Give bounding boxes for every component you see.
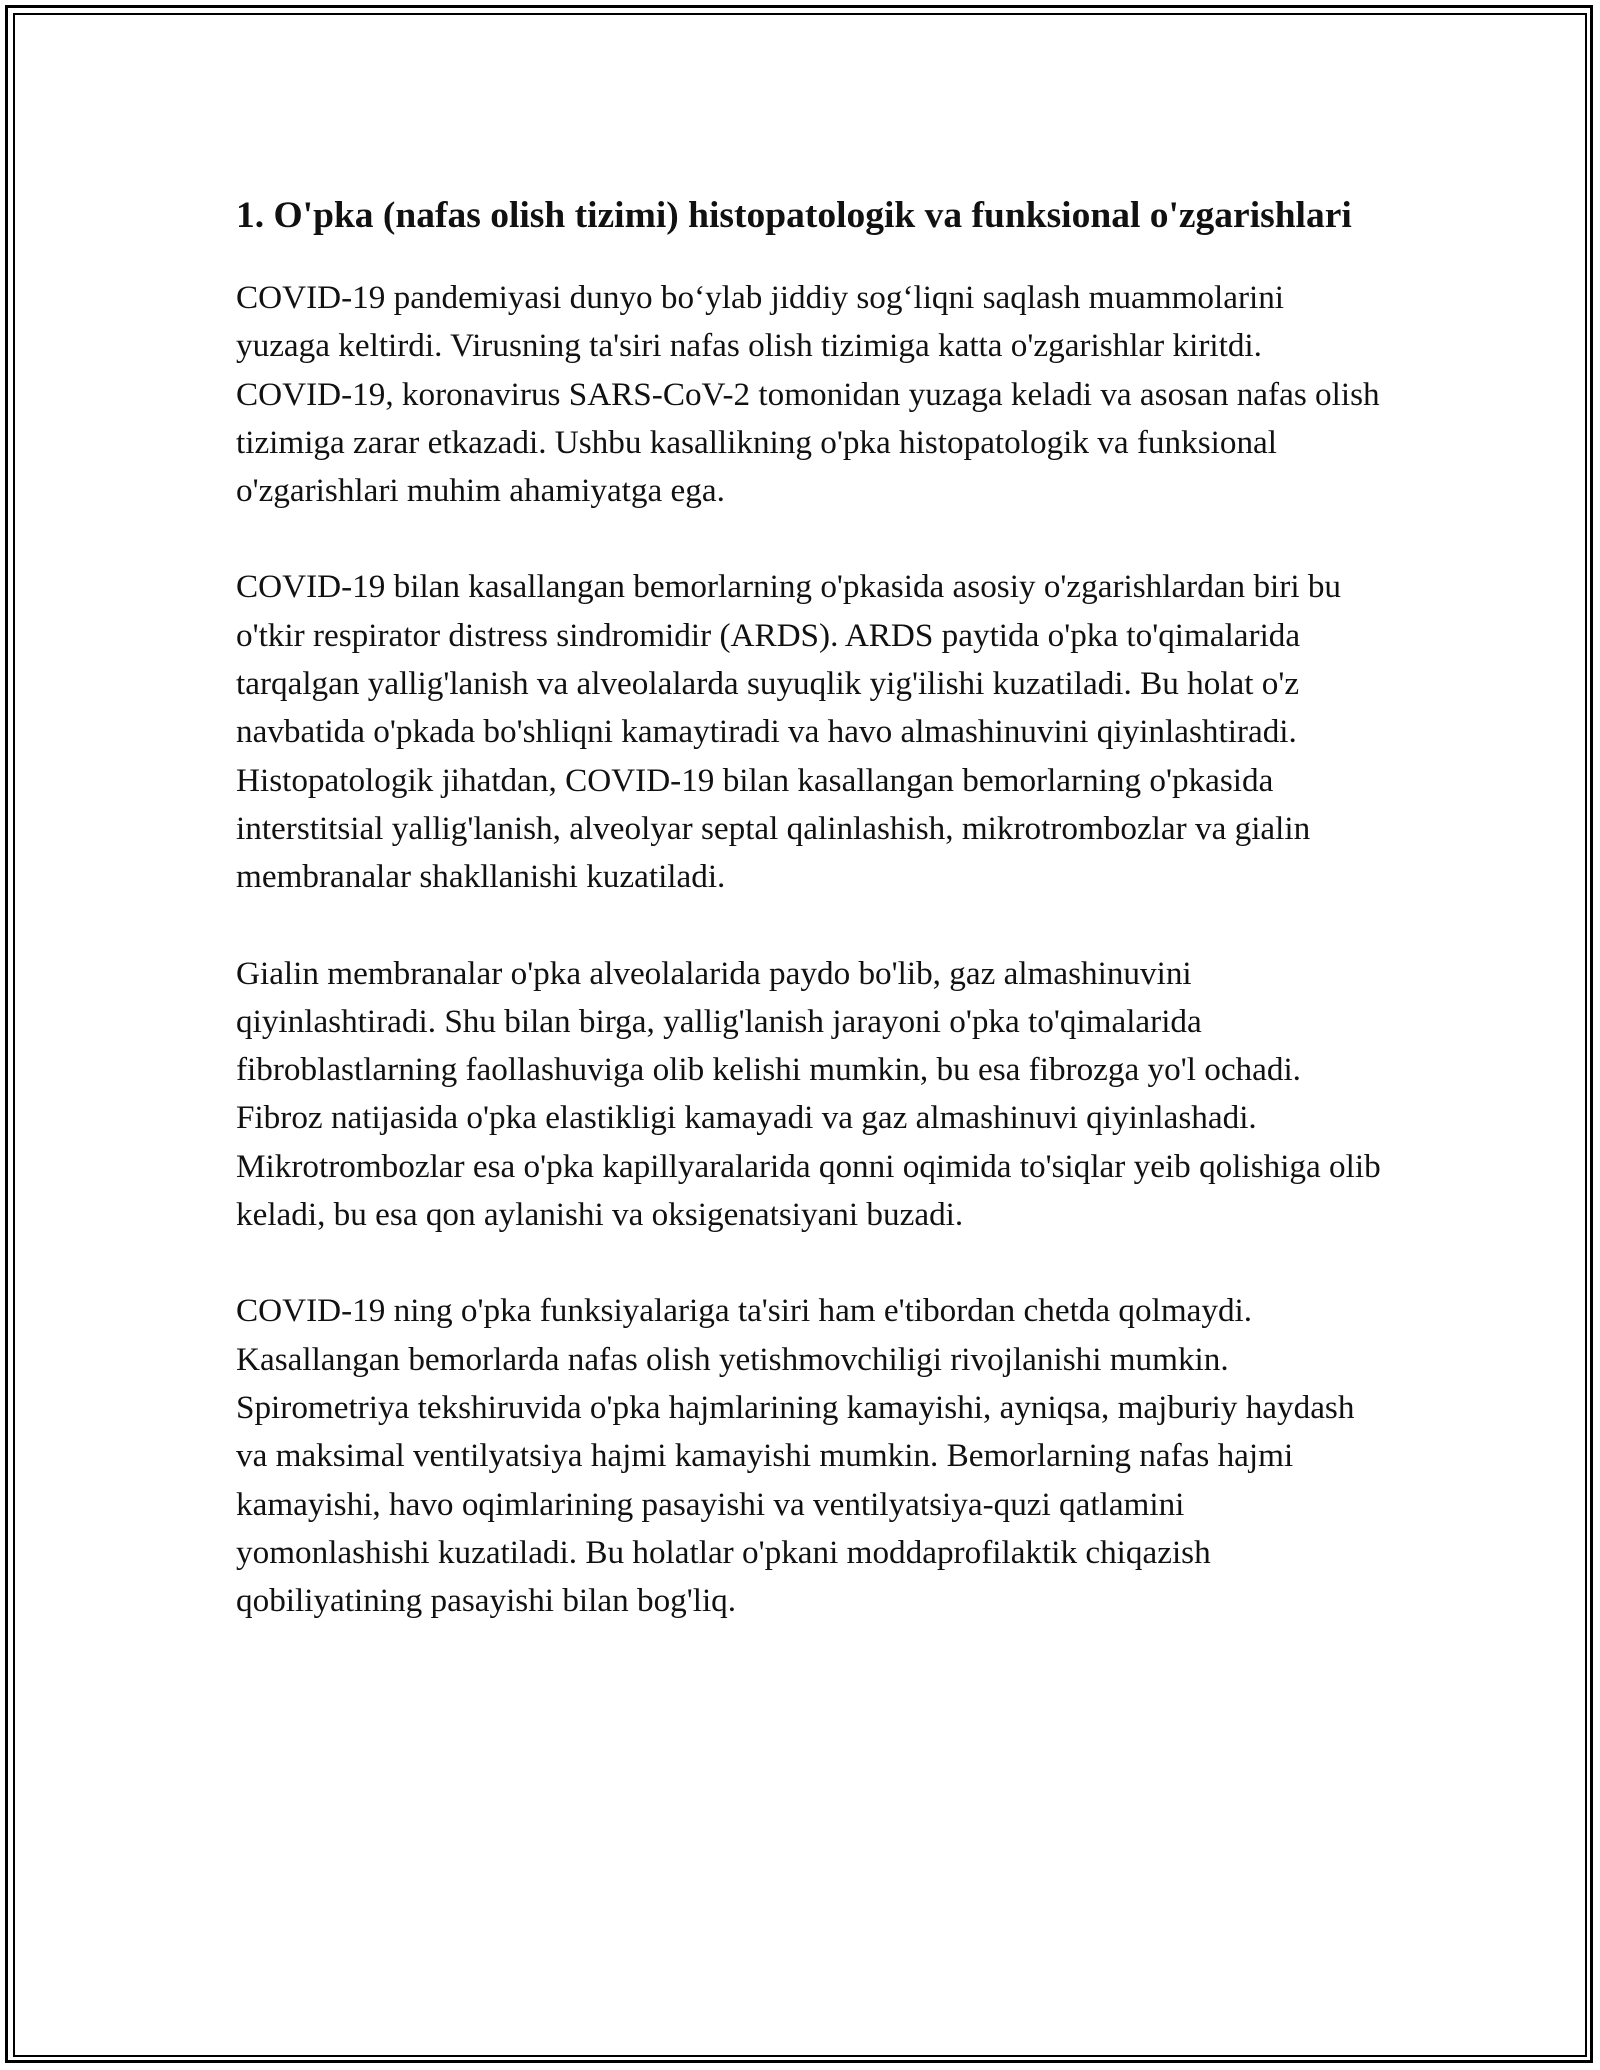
section-heading: 1. O'pka (nafas olish tizimi) histopatologik va funksional o'zgarishlari [236, 195, 1352, 236]
paragraph-ards: COVID-19 bilan kasallangan bemorlarning o'pkasida asosiy o'zgarishlardan biri bu o'tkir respirator distress sindromidir (ARDS). ARDS paytida o'pka to'qimalarida tarqalgan yallig'lanish va alveolalarda suyuqlik yig'ilishi kuzatiladi. Bu holat o'z navbatida o'pkada bo'shliqni kamaytiradi va havo almashinuvini qiyinlashtiradi. Histopatologik jihatdan, COVID-19 bilan kasallangan bemorlarning o'pkasida interstitsial yallig'lanish, alveolyar septal qalinlashish, mikrotrombozlar va gialin membranalar shakllanishi kuzatiladi. [236, 568, 1342, 896]
paragraph-hyaline-membranes: Gialin membranalar o'pka alveolalarida paydo bo'lib, gaz almashinuvini qiyinlashtiradi. Shu bilan birga, yallig'lanish jarayoni o'pka to'qimalarida fibroblastlarning faollashuviga olib kelishi mumkin, bu esa fibrozga yo'l ochadi. Fibroz natijasida o'pka elastikligi kamayadi va gaz almashinuvi qiyinlashadi. Mikrotrombozlar esa o'pka kapillyaralarida qonni oqimida to'siqlar yeib qolishiga olib keladi, bu esa qon aylanishi va oksigenatsiyani buzadi. [236, 954, 1381, 1234]
paragraph-lung-function: COVID-19 ning o'pka funksiyalariga ta'siri ham e'tibordan chetda qolmaydi. Kasallangan bemorlarda nafas olish yetishmovchiligi rivojlanishi mumkin. Spirometriya tekshiruvida o'pka hajmlarining kamayishi, ayniqsa, majburiy haydash va maksimal ventilyatsiya hajmi kamayishi mumkin. Bemorlarning nafas hajmi kamayishi, havo oqimlarining pasayishi va ventilyatsiya-quzi qatlamini yomonlashishi kuzatiladi. Bu holatlar o'pkani moddaprofilaktik chiqazish qobiliyatining pasayishi bilan bog'liq. [236, 1292, 1355, 1620]
paragraph-intro: COVID-19 pandemiyasi dunyo bo‘ylab jiddiy sog‘liqni saqlash muammolarini yuzaga keltirdi. Virusning ta'siri nafas olish tizimiga katta o'zgarishlar kiritdi. COVID-19, koronavirus SARS-CoV-2 tomonidan yuzaga keladi va asosan nafas olish tizimiga zarar etkazadi. Ushbu kasallikning o'pka histopatologik va funksional o'zgarishlari muhim ahamiyatga ega. [236, 279, 1380, 510]
document-body [236, 188, 1381, 1673]
